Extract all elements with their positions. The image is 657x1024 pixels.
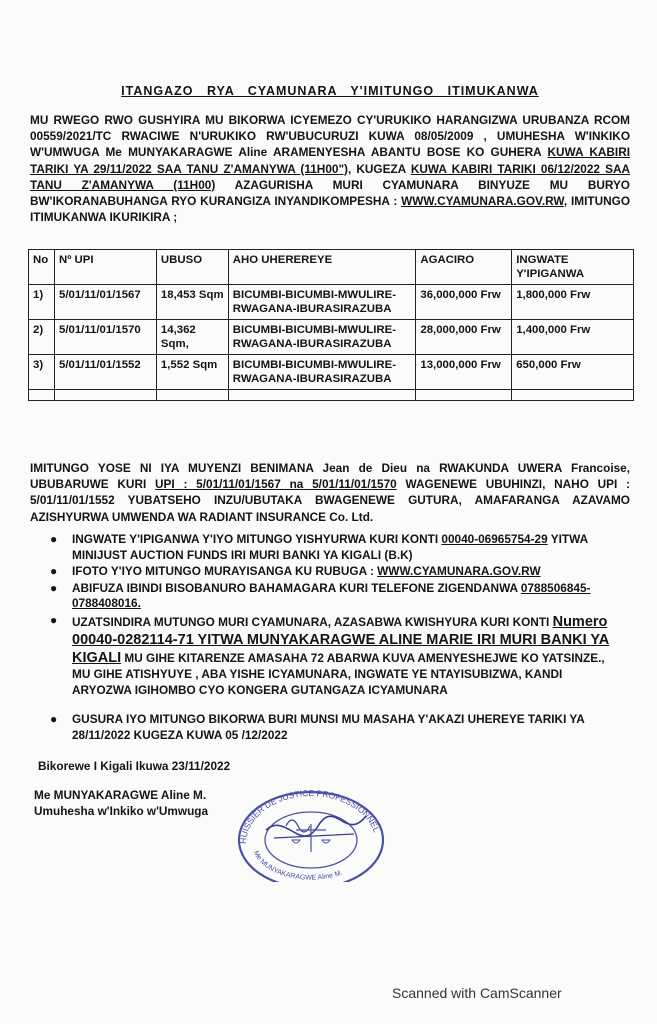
table-row — [29, 285, 634, 320]
cell-upi: 5/01/11/01/1552 — [54, 355, 156, 390]
cell-upi: 5/01/11/01/1567 — [54, 285, 156, 320]
cell-no: 1) — [29, 285, 55, 320]
cell-no: 2) — [29, 320, 55, 355]
empty-cell — [54, 390, 156, 401]
cell-ingwate: 1,400,000 Frw — [512, 320, 634, 355]
bullet-1-text-end: YITWA MINIJUST AUCTION FUNDS IRI MURI BANKI YA KIGALI (B.K) — [72, 532, 588, 562]
table-header-row — [29, 250, 634, 285]
intro-start-date: KUWA KABIRI TARIKI YA 29/11/2022 SAA TANU Z'AMANYWA (11H00") — [30, 145, 630, 176]
cell-aho: BICUMBI-BICUMBI-MWULIRE-RWAGANA-IBURASIRAZUBA — [228, 285, 416, 320]
bullet-icon: ● — [50, 564, 58, 579]
intro-text-3: AZAGURISHA MURI CYAMUNARA BINYUZE MU BURYO BW'IKORANABUHANGA RYO KURANGIZA INYANDIKOMPESHA : — [30, 177, 630, 209]
bullet-1-account: 00040-06965754-29 — [441, 532, 548, 546]
cell-aho: BICUMBI-BICUMBI-MWULIRE-RWAGANA-IBURASIRAZUBA — [228, 355, 416, 390]
table-row — [29, 355, 634, 390]
property-table — [28, 249, 634, 401]
signing-date-line: Bikorewe I Kigali Ikuwa 23/11/2022 — [38, 759, 231, 773]
bullet-3-phone: 0788506845-0788408016. — [72, 580, 591, 611]
list-item — [44, 581, 624, 612]
intro-website-link[interactable]: WWW.CYAMUNARA.GOV.RW — [401, 194, 564, 209]
header-upi: Nº UPI — [54, 250, 156, 285]
bullet-5-text: GUSURA IYO MITUNGO BIKORWA BURI MUNSI MU MASAHA Y'AKAZI UHEREYE TARIKI YA 28/11/2022 KUGEZA KUWA 05 /12/2022 — [72, 712, 585, 742]
bullet-2-website-link[interactable]: WWW.CYAMUNARA.GOV.RW — [377, 564, 541, 579]
bullet-4-text: UZATSINDIRA MUTUNGO MURI CYAMUNARA, AZASABWA KWISHYURA KURI KONTI — [72, 614, 553, 629]
signatory-name: Me MUNYAKARAGWE Aline M. — [34, 788, 207, 802]
notice-bullet-list — [44, 532, 624, 744]
table-row — [29, 320, 634, 355]
owner-text-1: IMITUNGO YOSE NI IYA MUYENZI BENIMANA Jean de Dieu na RWAKUNDA UWERA Francoise, UBUBARUWE KURI — [30, 461, 630, 492]
cell-ingwate: 650,000 Frw — [512, 355, 634, 390]
scales-icon — [292, 824, 330, 852]
signatory-title: Umuhesha w'Inkiko w'Umwuga — [34, 803, 209, 818]
header-aho: AHO UHEREREYE — [228, 250, 416, 285]
bullet-icon: ● — [50, 580, 58, 595]
intro-text-1: MU RWEGO RWO GUSHYIRA MU BIKORWA ICYEMEZO CY'URUKIKO HARANGIZWA URUBANZA RCOM 00559/2021/TC RWACIWE N'URUKIKO RW'UBUCURUZI KUWA 08/05/2009 , UMUHESHA W'INKIKO W'UMWUGA Me MUNYAKARAGWE Aline ARAMENYESHA ABANTU BOSE KO GUHERA — [30, 113, 630, 160]
cell-ingwate: 1,800,000 Frw — [512, 285, 634, 320]
empty-cell — [416, 390, 512, 401]
cell-upi: 5/01/11/01/1570 — [54, 320, 156, 355]
header-ingwate: INGWATE Y'IPIGANWA — [512, 250, 634, 285]
bailiff-stamp-seal — [226, 782, 396, 882]
cell-agaciro: 36,000,000 Frw — [416, 285, 512, 320]
stamp-text-top: HUISSIER DE JUSTICE PROFESSIONNEL — [237, 787, 382, 845]
cell-agaciro: 28,000,000 Frw — [416, 320, 512, 355]
signatory-block — [34, 788, 208, 819]
bullet-4-account-owner: Numero 00040-0282114-71 YITWA MUNYAKARAGWE ALINE MARIE IRI MURI BANKI YA KIGALI — [72, 613, 610, 666]
empty-cell — [29, 390, 55, 401]
bullet-icon: ● — [50, 532, 58, 546]
bullet-icon: ● — [50, 712, 58, 727]
owner-upi-list: UPI : 5/01/11/01/1567 na 5/01/11/01/1570 — [155, 477, 397, 492]
empty-cell — [156, 390, 228, 401]
list-item — [44, 564, 624, 580]
header-agaciro: AGACIRO — [416, 250, 512, 285]
table-empty-row — [29, 390, 634, 401]
owner-text-2: WAGENEWE UBUHINZI, NAHO UPI : 5/01/11/01/1552 YUBATSEHO INZU/UBUTAKA BWAGENEWE GUTURA, AMAFARANGA AZAVAMO AZISHYURWA UMWENDA WA RADIANT INSURANCE Co. Ltd. — [30, 477, 631, 524]
header-ubuso: UBUSO — [156, 250, 228, 285]
list-item — [44, 613, 624, 698]
list-item — [44, 712, 624, 743]
cell-aho: BICUMBI-BICUMBI-MWULIRE-RWAGANA-IBURASIRAZUBA — [228, 320, 416, 355]
cell-agaciro: 13,000,000 Frw — [416, 355, 512, 390]
bullet-icon: ● — [50, 612, 58, 627]
camscanner-watermark: Scanned with CamScanner — [392, 985, 562, 1001]
stamp-text-bottom: Me MUNYAKARAGWE Aline M. — [251, 849, 344, 882]
ownership-paragraph — [30, 460, 630, 525]
cell-ubuso: 18,453 Sqm — [156, 285, 228, 320]
intro-text-4: , IMITUNGO ITIMUKANWA IKURIKIRA ; — [30, 194, 630, 225]
bullet-2-text: IFOTO Y'IYO MITUNGO MURAYISANGA KU RUBUGA : — [72, 564, 378, 579]
intro-paragraph — [30, 112, 630, 225]
cell-ubuso: 14,362 Sqm, — [156, 320, 228, 355]
cell-no: 3) — [29, 355, 55, 390]
bullet-4-text-end: MU GIHE KITARENZE AMASAHA 72 ABARWA KUVA AMENYESHEJWE KO YATSINZE., MU GIHE ATISHYUYE , ABA YISHE ICYAMUNARA, INGWATE YE NTAYISUBIZWA, KANDI ARYOZWA IGIHOMBO CYO KONGERA GUTANGAZA ICYAMUNARA — [72, 650, 605, 697]
header-no: No — [29, 250, 55, 285]
cell-ubuso: 1,552 Sqm — [156, 355, 228, 390]
bullet-1-text: INGWATE Y'IPIGANWA Y'IYO MITUNGO YISHYURWA KURI KONTI — [72, 532, 442, 546]
bullet-3-text: ABIFUZA IBINDI BISOBANURO BAHAMAGARA KURI TELEFONE ZIGENDANWA — [72, 580, 521, 595]
intro-text-2: , KUGEZA — [347, 161, 411, 176]
intro-end-date: KUWA KABIRI TARIKI 06/12/2022 SAA TANU Z'AMANYWA (11H00) — [30, 161, 630, 192]
empty-cell — [512, 390, 634, 401]
empty-cell — [228, 390, 416, 401]
list-item — [44, 532, 624, 563]
document-title: ITANGAZO RYA CYAMUNARA Y'IMITUNGO ITIMUKANWA — [121, 84, 539, 98]
